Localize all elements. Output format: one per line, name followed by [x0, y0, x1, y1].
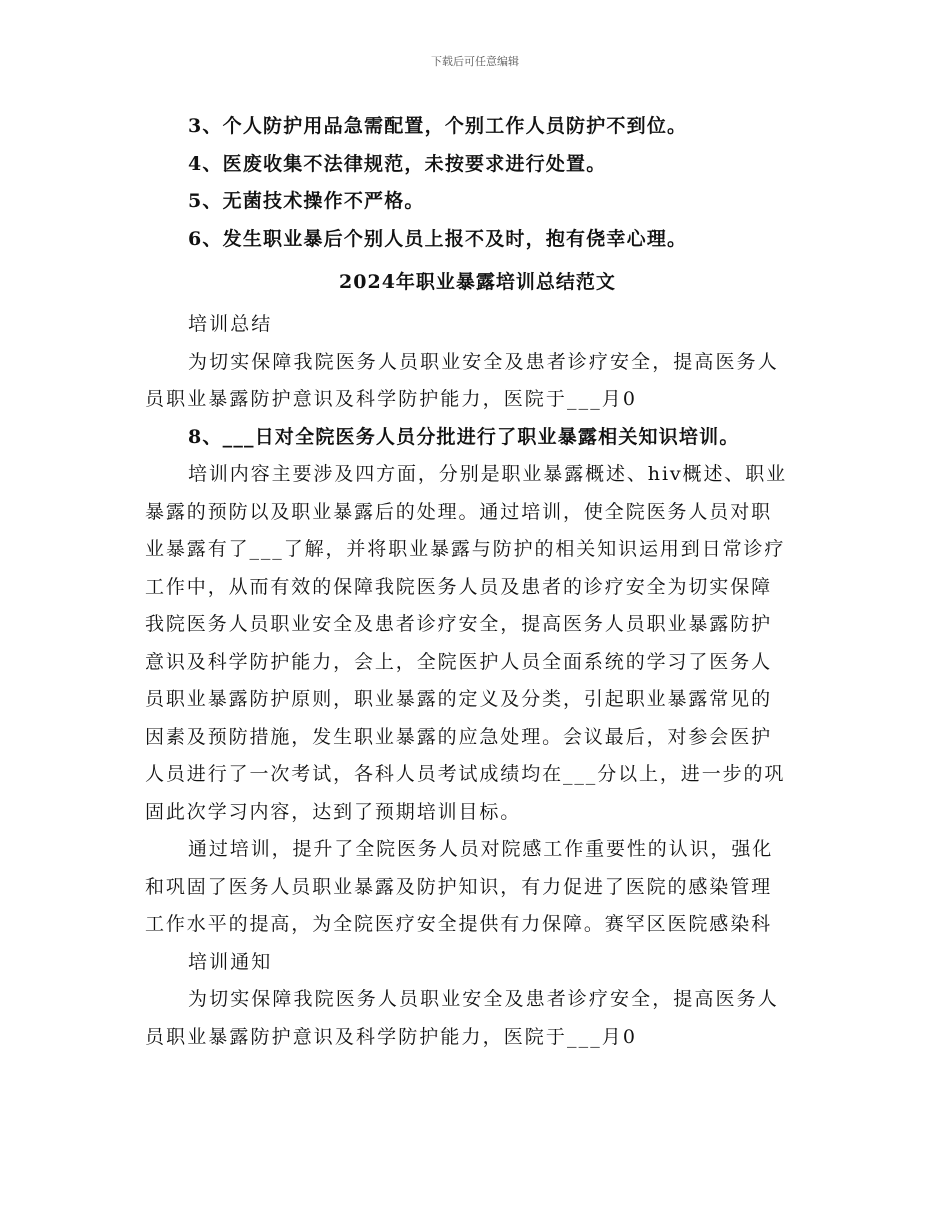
paragraph-intro	[145, 344, 810, 419]
text-line: 我院医务人员职业安全及患者诊疗安全，提高医务人员职业暴露防护	[145, 613, 773, 635]
text-line: 人员进行了一次考试，各科人员考试成绩均在___分以上，进一步的巩	[145, 763, 786, 785]
text-line: 工作中，从而有效的保障我院医务人员及患者的诊疗安全为切实保障	[145, 575, 773, 598]
paragraph-conclusion	[145, 831, 810, 944]
text-line: 工作水平的提高，为全院医疗安全提供有力保障。赛罕区医院感染科	[145, 913, 773, 935]
text-line: 暴露的预防以及职业暴露后的处理。通过培训，使全院医务人员对职	[145, 500, 773, 523]
section-heading-notice: 培训通知	[188, 950, 273, 973]
document-title: 2024年职业暴露培训总结范文	[339, 271, 616, 293]
section-heading-summary: 培训总结	[188, 313, 273, 335]
page-header: 下载后可任意编辑	[431, 55, 519, 68]
document-body	[145, 108, 810, 1056]
text-line: 为切实保障我院医务人员职业安全及患者诊疗安全，提高医务人	[188, 988, 779, 1010]
text-line: 员职业暴露防护意识及科学防护能力，医院于___月0	[145, 388, 638, 410]
text-line: 为切实保障我院医务人员职业安全及患者诊疗安全，提高医务人	[188, 350, 779, 373]
text-line: 业暴露有了___了解，并将职业暴露与防护的相关知识运用到日常诊疗	[145, 538, 786, 560]
list-item: 3、个人防护用品急需配置，个别工作人员防护不到位。	[188, 115, 688, 137]
text-line: 意识及科学防护能力，会上，全院医护人员全面系统的学习了医务人	[145, 650, 773, 673]
paragraph-date-bold: 8、___日对全院医务人员分批进行了职业暴露相关知识培训。	[188, 425, 740, 448]
paragraph-notice	[145, 981, 810, 1056]
text-line: 和巩固了医务人员职业暴露及防护知识，有力促进了医院的感染管理	[145, 875, 773, 898]
list-item: 6、发生职业暴后个别人员上报不及时，抱有侥幸心理。	[188, 227, 688, 250]
text-line: 培训内容主要涉及四方面，分别是职业暴露概述、hiv概述、职业	[188, 463, 788, 485]
list-item: 4、医废收集不法律规范，未按要求进行处置。	[188, 152, 607, 175]
issue-list	[145, 108, 810, 258]
text-line: 通过培训，提升了全院医务人员对院感工作重要性的认识，强化	[188, 838, 774, 860]
text-line: 因素及预防措施，发生职业暴露的应急处理。会议最后，对参会医护	[145, 725, 773, 748]
list-item: 5、无菌技术操作不严格。	[188, 190, 425, 212]
paragraph-content	[145, 456, 810, 831]
text-line: 员职业暴露防护原则，职业暴露的定义及分类，引起职业暴露常见的	[145, 688, 773, 710]
text-line: 员职业暴露防护意识及科学防护能力，医院于___月0	[145, 1025, 638, 1048]
text-line: 固此次学习内容，达到了预期培训目标。	[145, 800, 522, 823]
